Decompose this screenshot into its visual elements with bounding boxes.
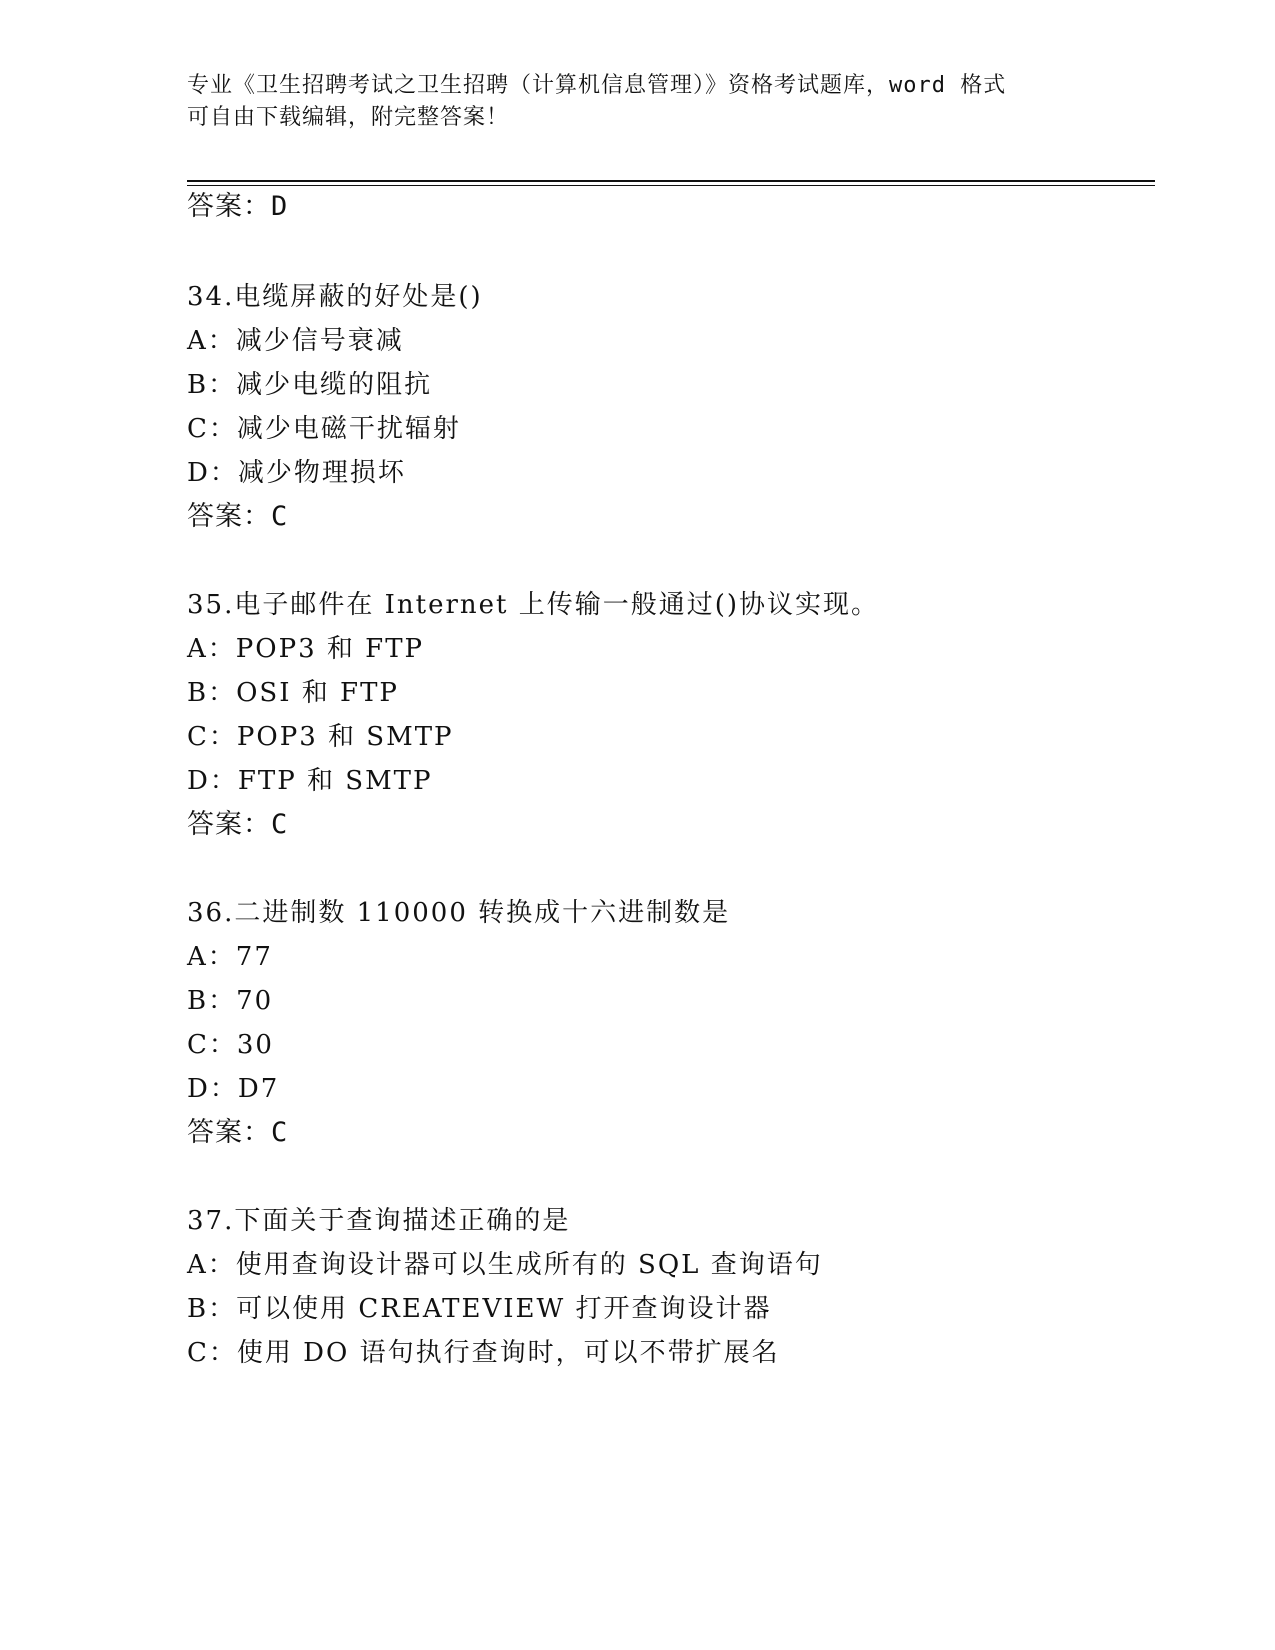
option-d: D：减少物理损坏 [187, 458, 406, 488]
question-stem: 35.电子邮件在 Internet 上传输一般通过()协议实现。 [187, 590, 880, 620]
option-a: A：减少信号衰减 [187, 326, 404, 356]
header-rule-thin [187, 185, 1155, 186]
option-c: C：30 [187, 1030, 274, 1060]
option-c: C：POP3 和 SMTP [187, 722, 454, 752]
answer-line: 答案：D [187, 191, 289, 222]
option-c: C：减少电磁干扰辐射 [187, 414, 461, 444]
question-stem: 34.电缆屏蔽的好处是() [187, 282, 483, 312]
header-line-1: 专业《卫生招聘考试之卫生招聘（计算机信息管理）》资格考试题库，word 格式 [187, 73, 1007, 98]
option-a: A：POP3 和 FTP [187, 634, 425, 664]
header-rule-thick [187, 180, 1155, 182]
question-stem: 36.二进制数 110000 转换成十六进制数是 [187, 898, 731, 928]
answer-line: 答案：C [187, 809, 289, 840]
option-b: B：可以使用 CREATEVIEW 打开查询设计器 [187, 1294, 772, 1324]
page-header [187, 70, 1087, 134]
answer-line: 答案：C [187, 501, 289, 532]
option-b: B：70 [187, 986, 274, 1016]
option-c: C：使用 DO 语句执行查询时，可以不带扩展名 [187, 1338, 780, 1368]
option-a: A：77 [187, 942, 273, 972]
option-d: D：FTP 和 SMTP [187, 766, 433, 796]
question-stem: 37.下面关于查询描述正确的是 [187, 1206, 571, 1236]
option-b: B：减少电缆的阻抗 [187, 370, 433, 400]
option-b: B：OSI 和 FTP [187, 678, 399, 708]
header-line-2: 可自由下载编辑，附完整答案！ [187, 105, 510, 130]
option-d: D：D7 [187, 1074, 280, 1104]
answer-line: 答案：C [187, 1117, 289, 1148]
option-a: A：使用查询设计器可以生成所有的 SQL 查询语句 [187, 1250, 823, 1280]
